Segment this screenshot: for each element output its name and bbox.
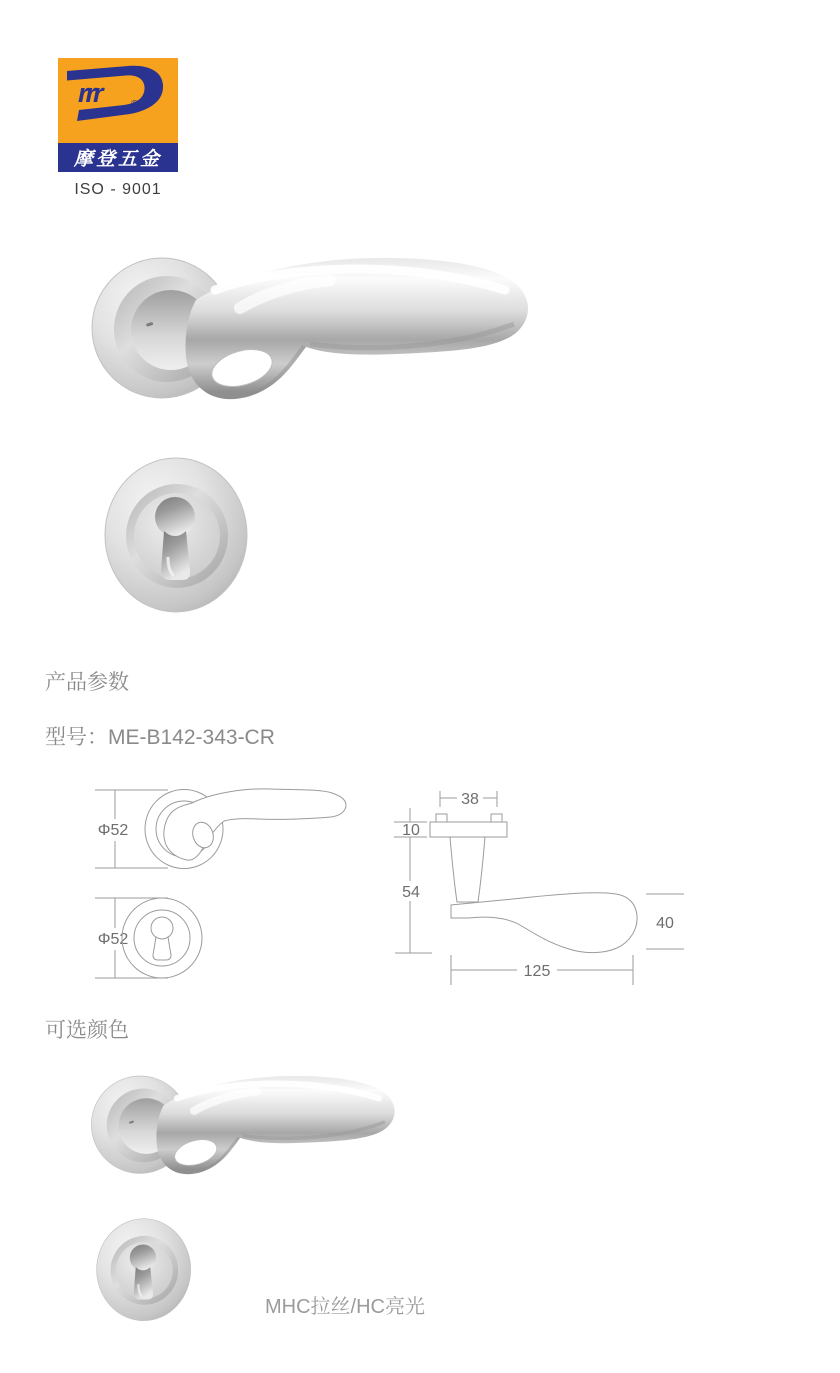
colors-section-title: 可选颜色 bbox=[45, 1019, 129, 1042]
dim-lever-length: 125 bbox=[523, 963, 551, 980]
model-label: 型号： bbox=[45, 726, 108, 749]
escutcheon-photo-large bbox=[104, 457, 249, 614]
registered-trademark-icon: ® bbox=[131, 99, 139, 110]
brand-logo-mark bbox=[58, 58, 178, 143]
dim-rose-thickness: 10 bbox=[402, 822, 420, 839]
escutcheon-photo-small bbox=[96, 1218, 192, 1322]
handle-photo-small bbox=[90, 1062, 396, 1177]
dim-lever-end-height: 40 bbox=[656, 915, 674, 932]
iso-certification-label: ISO - 9001 bbox=[74, 181, 162, 198]
model-value: ME-B142-343-CR bbox=[108, 726, 275, 749]
dimension-drawing bbox=[80, 773, 700, 988]
logo-mark-text: rrr bbox=[78, 78, 101, 108]
finish-option-label: MHC拉丝/HC亮光 bbox=[265, 1296, 425, 1318]
dim-overall-depth: 54 bbox=[402, 884, 420, 901]
brand-name-banner: 摩登五金 bbox=[58, 143, 178, 172]
model-number-line bbox=[45, 721, 275, 751]
dim-rose-width: 38 bbox=[461, 791, 479, 808]
brand-logo bbox=[58, 58, 178, 172]
handle-photo-large bbox=[90, 238, 530, 403]
logo-swoosh-icon bbox=[58, 58, 178, 143]
parameters-section-title: 产品参数 bbox=[45, 671, 129, 694]
dim-handle-rose-diameter: Φ52 bbox=[97, 822, 129, 839]
dim-escutcheon-diameter: Φ52 bbox=[97, 931, 129, 948]
